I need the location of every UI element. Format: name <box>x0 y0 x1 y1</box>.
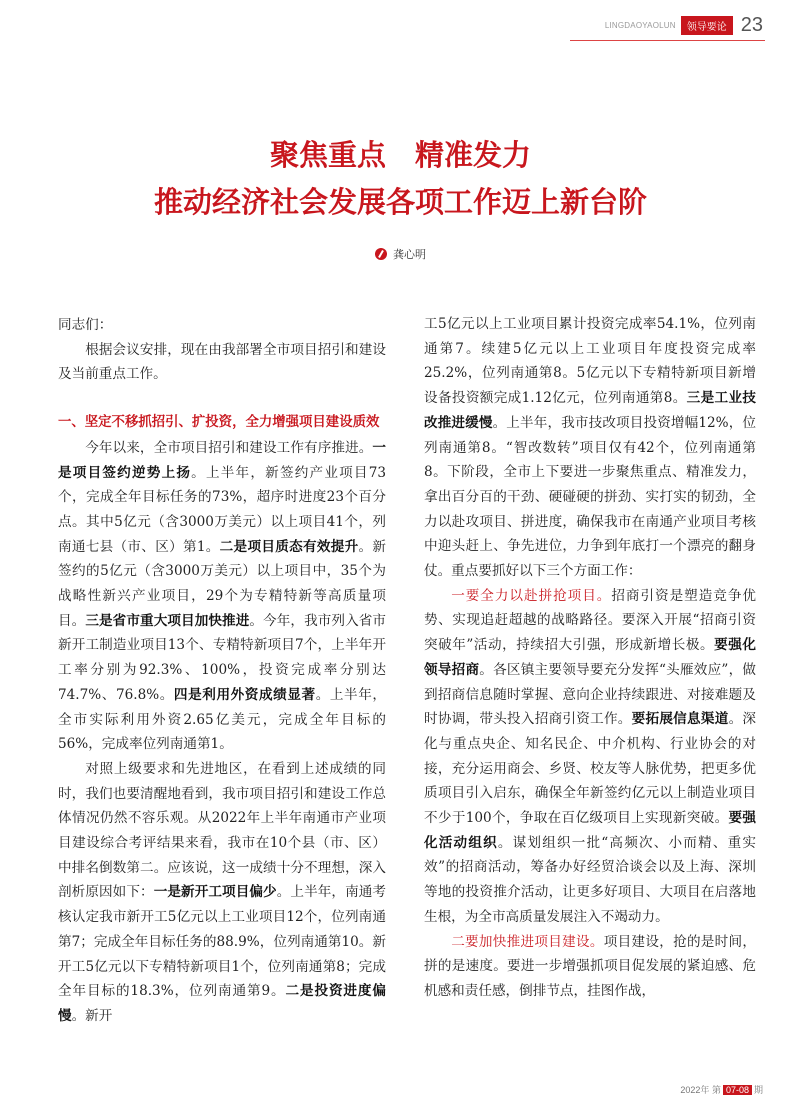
right-column <box>424 312 756 1004</box>
column-pinyin: LINGDAOYAOLUN <box>604 20 676 30</box>
key-point: 一是新开工项目偏少 <box>153 884 277 901</box>
page-footer <box>680 1083 763 1096</box>
key-point: 四是利用外资成绩显著 <box>173 686 316 703</box>
page-header <box>605 12 763 38</box>
section-heading: 一、坚定不移抓招引、扩投资，全力增强项目建设质效 <box>58 415 380 431</box>
column-section-label: 领导要论 <box>681 16 733 35</box>
subheading: 一要全力以赴拼抢项目。 <box>451 587 612 604</box>
key-point: 三是工业技改推进缓慢 <box>424 390 756 431</box>
paragraph: 根据会议安排，现在由我部署全市项目招引和建设及当前重点工作。 <box>58 341 386 383</box>
pen-icon <box>375 248 387 260</box>
paragraph: 二要加快推进项目建设。项目建设，抢的是时间，拼的是速度。要进一步增强抓项目促发展的紧迫感、危机感和责任感，倒排节点，挂图作战， <box>424 933 757 999</box>
header-divider <box>570 40 765 41</box>
salutation: 同志们： <box>58 317 113 333</box>
page-number: 23 <box>740 13 763 36</box>
key-point: 要强化活动组织 <box>424 810 757 851</box>
issue-number: 07-08 <box>723 1085 752 1095</box>
author-name: 龚心明 <box>393 248 426 261</box>
article-title-line2: 推动经济社会发展各项工作迈上新台阶 <box>153 185 647 219</box>
key-point: 二是项目质态有效提升 <box>219 538 359 555</box>
paragraph: 一要全力以赴拼抢项目。招商引资是塑造竞争优势、实现追赶超越的战略路径。要深入开展“招商引资突破年”活动，持续招大引强，形成新增长极。要强化领导招商。各区镇主要领导要充分发挥“头雁效应”，做到招商信息随时掌握、意向企业持续跟进、对接难题及时协调，带头投入招商引资工作。要拓展信息渠道。深化与重点央企、知名民企、中介机构、行业协会的对接，充分运用商会、乡贤、校友等人脉优势，把更多优质项目引入启东，确保全年新签约亿元以上制造业项目不少于100个，争取在百亿级项目上实现新突破。要强化活动组织。谋划组织一批“高频次、小而精、重实效”的招商活动，筹备办好经贸洽谈会以及上海、深圳等地的投资推介活动，让更多好项目、大项目在启落地生根，为全市高质量发展注入不竭动力。 <box>424 587 757 925</box>
key-point: 一是项目签约逆势上扬 <box>58 439 386 481</box>
key-point: 要强化领导招商 <box>424 637 756 678</box>
footer-year: 2022年 <box>680 1085 710 1095</box>
key-point: 三是省市重大项目加快推进 <box>85 612 250 629</box>
key-point: 二是投资进度偏慢 <box>58 983 387 1024</box>
footer-qi: 期 <box>753 1085 763 1095</box>
author-byline <box>0 246 801 262</box>
paragraph: 今年以来，全市项目招引和建设工作有序推进。一是项目签约逆势上扬。上半年，新签约产业项目73个，完成全年目标任务的73%，超序时进度23个百分点。其中5亿元（含3000万美元）以上项目41个，列南通七县（市、区）第1。二是项目质态有效提升。新签约的5亿元（含3000万美元）以上项目中，35个为战略性新兴产业项目，29个为专精特新等高质量项目。三是省市重大项目加快推进。今年，我市列入省市新开工制造业项目13个、专精特新项目7个，上半年开工率分别为92.3%、100%，投资完成率分别达74.7%、76.8%。四是利用外资成绩显著。上半年，全市实际利用外资2.65亿美元，完成全年目标的56%，完成率位列南通第1。 <box>58 439 387 753</box>
footer-di: 第 <box>711 1085 721 1095</box>
article-title-line1: 聚焦重点 精准发力 <box>269 138 531 172</box>
left-column <box>58 313 386 1029</box>
key-point: 要拓展信息渠道 <box>631 711 729 728</box>
subheading: 二要加快推进项目建设。 <box>451 933 604 950</box>
paragraph: 对照上级要求和先进地区，在看到上述成绩的同时，我们也要清醒地看到，我市项目招引和建设工作总体情况仍然不容乐观。从2022年上半年南通市产业项目建设综合考评结果来看，我市在10个县（市、区）中排名倒数第二。应该说，这一成绩十分不理想，深入剖析原因如下：一是新开工项目偏少。上半年，南通考核认定我市新开工5亿元以上工业项目12个，位列南通第7；完成全年目标任务的88.9%，位列南通第10。新开工5亿元以下专精特新项目1个，位列南通第8；完成全年目标的18.3%，位列南通第9。二是投资进度偏慢。新开 <box>58 760 387 1024</box>
paragraph: 工5亿元以上工业项目累计投资完成率54.1%，位列南通第7。续建5亿元以上工业项目年度投资完成率25.2%，位列南通第8。5亿元以下专精特新项目新增设备投资额完成1.12亿元，位列南通第8。三是工业技改推进缓慢。上半年，我市技改项目投资增幅12%，位列南通第8。“智改数转”项目仅有42个，位列南通第8。下阶段，全市上下要进一步聚焦重点、精准发力，拿出百分百的干劲、硬碰硬的拼劲、实打实的韧劲，全力以赴攻项目、拼进度，确保我市在南通产业项目考核中迎头赶上、争先进位，力争到年底打一个漂亮的翻身仗。重点要抓好以下三个方面工作： <box>424 316 757 580</box>
